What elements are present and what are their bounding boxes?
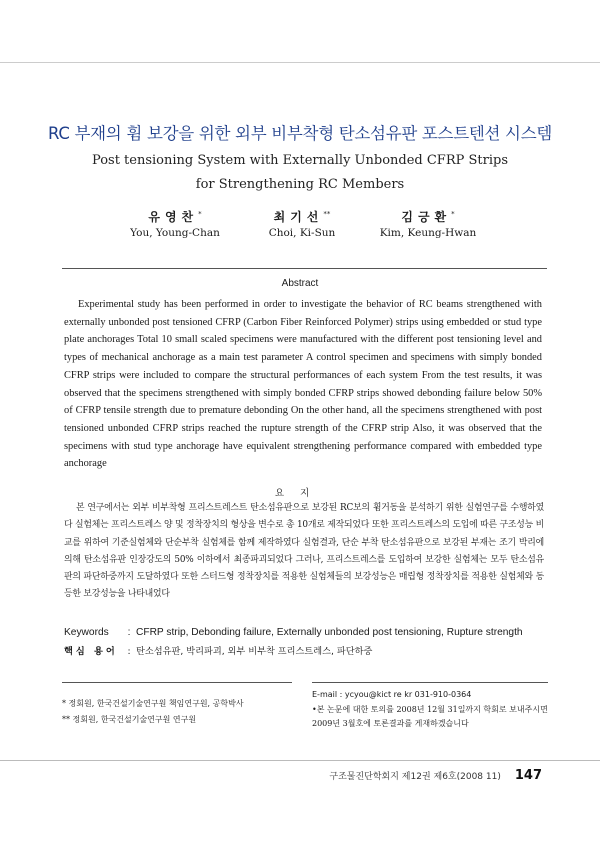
- author-3-korean-name: 김긍환*: [401, 210, 455, 224]
- author-3: [348, 208, 508, 239]
- header-rule: [0, 62, 600, 63]
- affiliation-1: * 정회원, 한국건설기술연구원 책임연구원, 공학박사: [62, 699, 244, 708]
- contact-email: E-mail : ycyou@kict re kr 031-910-0364: [312, 690, 472, 699]
- author-1-korean-name: 유영찬*: [148, 210, 202, 224]
- affiliation-2: ** 정회원, 한국건설기술연구원 연구원: [62, 715, 197, 724]
- author-2-korean-name: 최기선**: [273, 210, 331, 224]
- journal-citation: 구조물진단학회지 제12권 제6호(2008 11): [329, 772, 501, 782]
- korean-title: RC 부재의 휨 보강을 위한 외부 비부착형 탄소섬유판 포스트텐션 시스템: [48, 124, 552, 143]
- correspondence-notes: [312, 688, 552, 732]
- discussion-notice: •본 논문에 대한 토의를 2008년 12월 31일까지 학회로 보내주시면 2009년 3월호에 토론결과를 게재하겠습니다: [312, 704, 548, 728]
- footnote-left-rule: [62, 682, 292, 683]
- abstract-heading: Abstract: [281, 278, 319, 289]
- core-terms-label: 핵심 용어: [64, 646, 118, 657]
- footer-rule: [0, 760, 600, 761]
- page-number: 147: [514, 768, 542, 783]
- author-3-english-name: Kim, Keung-Hwan: [379, 227, 477, 239]
- abstract-body: Experimental study has been performed in order to investigate the behavior of RC beams strengthened with externally unbonded post tensioned CFRP (Carbon Fiber Reinforced Polymer) strips using embedded or stud type plate anchorages Total 10 small scaled specimens were manufactured with the different post tensioning level and types of mechanical anchorage as a main test parameter A control specimen and specimens with simply bonded CFRP strips were included to compare the structural performances of each system From the test results, it was observed that the specimens strengthened with simply bonded CFRP strips showed debonding failure below 50% of CFRP tensile strength due to premature debonding On the other hand, all the specimens strengthened with post tensioned unbonded CFRP strips reached the rupture strength of the CFRP strip Also, it was observed that the specimens with stud type anchorage have equivalent strengthening performance compared with embedded type anchorage: [64, 299, 542, 470]
- core-terms-separator: :: [127, 646, 131, 657]
- page-footer: [329, 768, 542, 783]
- footnote-right-rule: [312, 682, 548, 683]
- english-title-line-1: Post tensioning System with Externally Unbonded CFRP Strips: [91, 153, 508, 168]
- english-title-line-2: for Strengthening RC Members: [195, 177, 405, 192]
- keywords-value: CFRP strip, Debonding failure, Externally unbonded post tensioning, Rupture strength: [136, 627, 523, 638]
- korean-summary-body: 본 연구에서는 외부 비부착형 프리스트레스트 탄소섬유판으로 보강된 RC보의 휨거동을 분석하기 위한 실험연구를 수행하였다 실험체는 프리스트레스 양 및 정착장치의 형상을 변수로 총 10개로 제작되었다 또한 프리스트레스의 도입에 따른 구조성능 비교를 위하여 기준실험체와 단순부착 실험체를 함께 제작하였다 실험결과, 단순 부착 탄소섬유판으로 보강된 부재는 조기 박리에 의해 탄소섬유판 인장강도의 50% 이하에서 최종파괴되었다 그러나, 프리스트레스를 도입하여 보강한 실험체는 모두 탄소섬유판의 파단하중까지 도달하였다 또한 스터드형 정착장치를 적용한 실험체들의 보강성능은 매립형 정착장치를 적용한 실험체와 동등한 보강성능을 나타내었다: [64, 503, 544, 600]
- core-terms-value: 탄소섬유판, 박리파괴, 외부 비부착 프리스트레스, 파단하중: [136, 646, 373, 657]
- author-2-english-name: Choi, Ki-Sun: [268, 227, 336, 239]
- keywords-label: Keywords: [64, 627, 109, 638]
- abstract-top-rule: [62, 268, 547, 269]
- keywords-line: [64, 627, 544, 638]
- keywords-separator: :: [127, 627, 131, 638]
- core-terms-line: [64, 643, 544, 657]
- author-1-english-name: You, Young-Chan: [130, 227, 220, 239]
- author-affiliations: [62, 696, 292, 728]
- korean-summary-heading: 요지: [274, 488, 326, 499]
